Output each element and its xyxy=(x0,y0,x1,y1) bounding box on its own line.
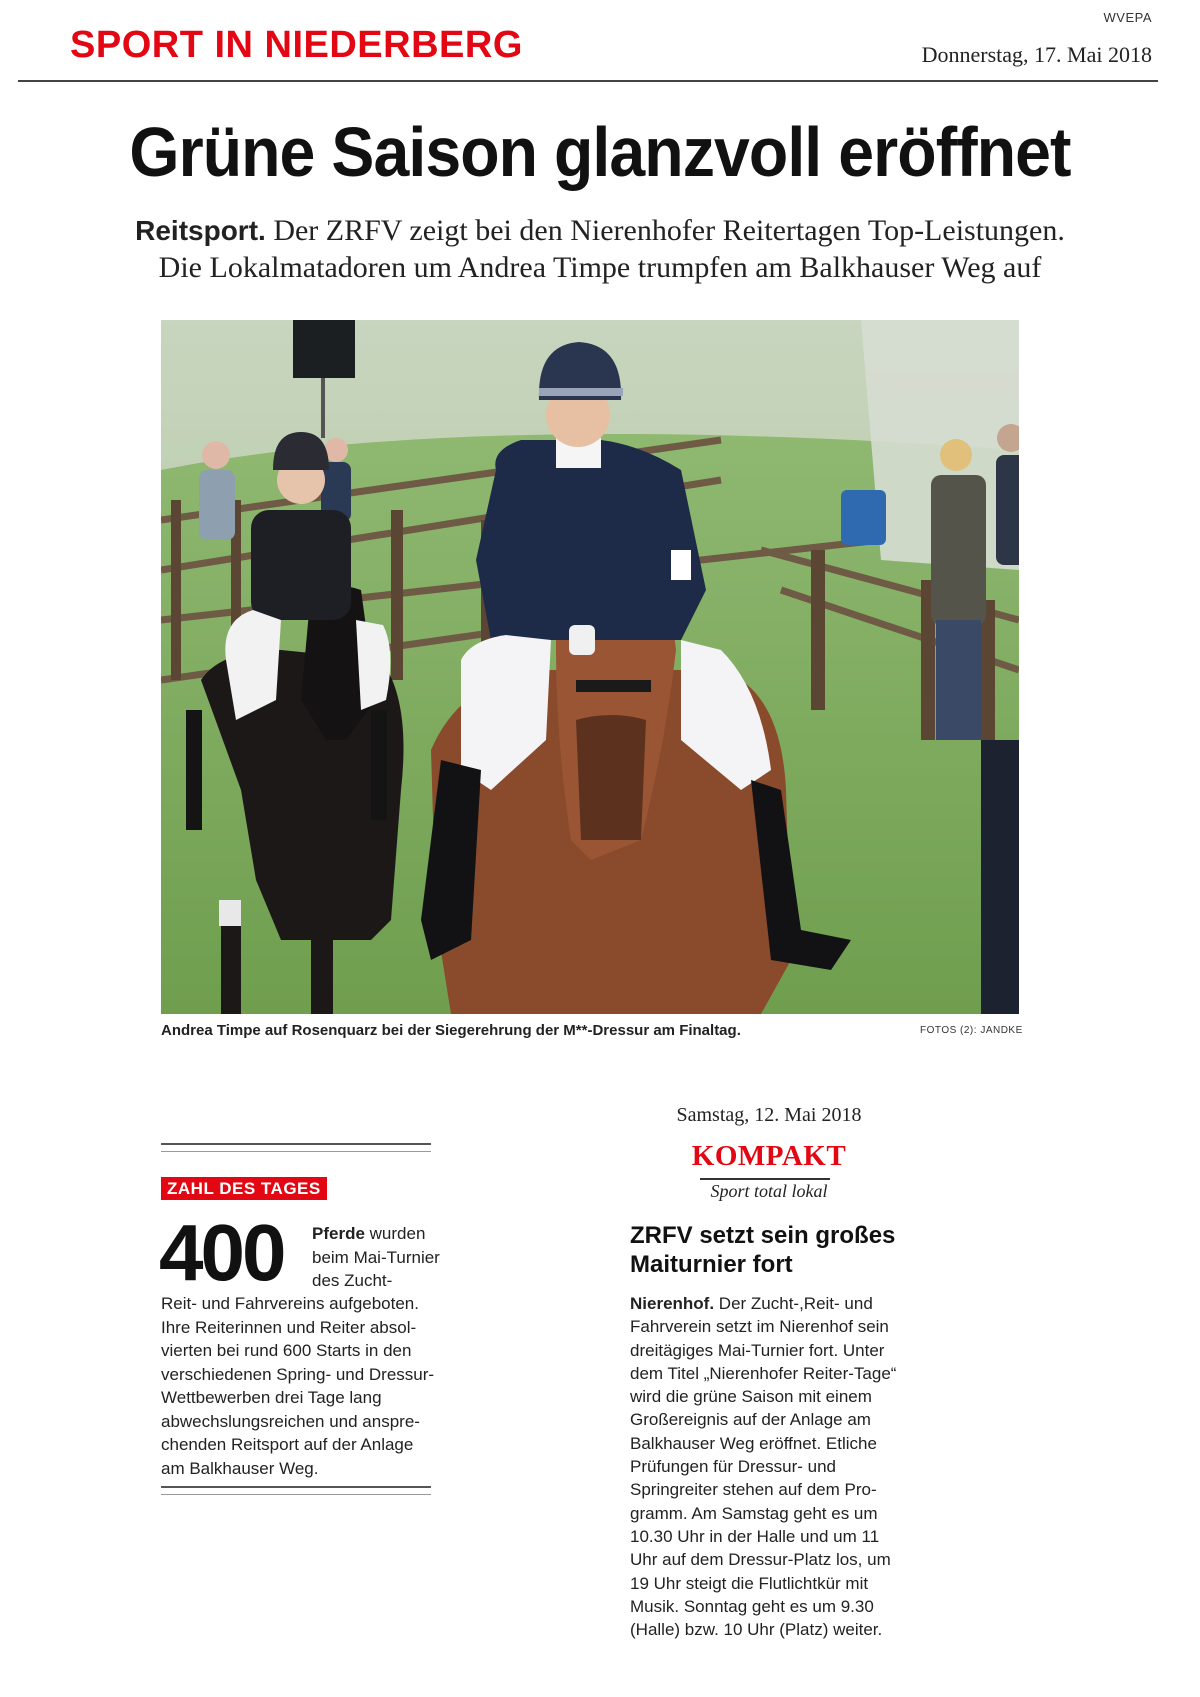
kompakt-headline: ZRFV setzt sein großes Maiturnier fort xyxy=(630,1222,896,1278)
zahl-des-tages-label: ZAHL DES TAGES xyxy=(161,1177,327,1200)
kompakt-date: Samstag, 12. Mai 2018 xyxy=(676,1104,862,1126)
photo-caption: Andrea Timpe auf Rosenquarz bei der Siegerehrung der M**-Dressur am Finaltag. xyxy=(161,1022,741,1039)
kompakt-body xyxy=(630,1292,898,1641)
header-rule xyxy=(18,80,1158,82)
article-headline: Grüne Saison glanzvoll eröffnet xyxy=(129,113,1071,191)
article-subline xyxy=(60,212,1140,286)
subline-line2: Die Lokalmatadoren um Andrea Timpe trumpfen am Balkhauser Weg auf xyxy=(158,251,1042,284)
kompakt-body-text: Der Zucht-,Reit- und Fahrverein setzt im Nierenhof sein dreitägiges Mai-Turnier fort. Unter dem Titel „Nierenhofer Reiter-Tage“ wird die grüne Saison mit einem Großereignis auf der Anlage am Balkhauser Weg eröffnet. Etliche Prüfungen für Dressur- und Springreiter stehen auf dem Programm. Am Samstag geht es um 10.30 Uhr in der Halle und um 11 Uhr auf dem Dressur-Platz los, um 19 Uhr steigt die Flutlichtkür mit Musik. Sonntag geht es um 9.30 (Halle) bzw. 10 Uhr (Platz) weiter. xyxy=(630,1294,897,1640)
box-rule-top xyxy=(161,1143,431,1152)
subline-line1: Der ZRFV zeigt bei den Nierenhofer Reitertagen Top-Leistungen. xyxy=(265,214,1065,247)
issue-date: Donnerstag, 17. Mai 2018 xyxy=(921,42,1152,67)
zahl-lead-text: wurden beim Mai-Turnier des Zucht- xyxy=(312,1224,440,1290)
zahl-des-tages-number: 400 xyxy=(159,1208,284,1297)
subline-kicker: Reitsport. xyxy=(135,215,266,246)
photo-credit: FOTOS (2): JANDKE xyxy=(920,1025,1023,1036)
zahl-lead-bold: Pferde xyxy=(312,1224,365,1243)
box-rule-bottom xyxy=(161,1486,431,1495)
section-title: SPORT IN NIEDERBERG xyxy=(70,24,523,66)
kompakt-rule xyxy=(700,1178,830,1180)
kompakt-tagline: Sport total lokal xyxy=(710,1181,828,1201)
source-tag: WVEPA xyxy=(1103,10,1152,25)
kompakt-logo: KOMPAKT xyxy=(691,1140,847,1172)
zahl-des-tages-body: Reit- und Fahrvereins aufgeboten. Ihre Reiterinnen und Reiter absolvierten bei rund 600 Starts in den verschiedenen Spring- und Dressur-Wettbewerben drei Tage lang abwechslungsreichen und ansprechenden Reitsport auf der Anlage am Balkhauser Weg. xyxy=(161,1294,435,1478)
article-photo xyxy=(161,320,1019,1014)
zahl-des-tages-lead xyxy=(312,1222,442,1293)
kompakt-kicker: Nierenhof. xyxy=(630,1294,715,1313)
